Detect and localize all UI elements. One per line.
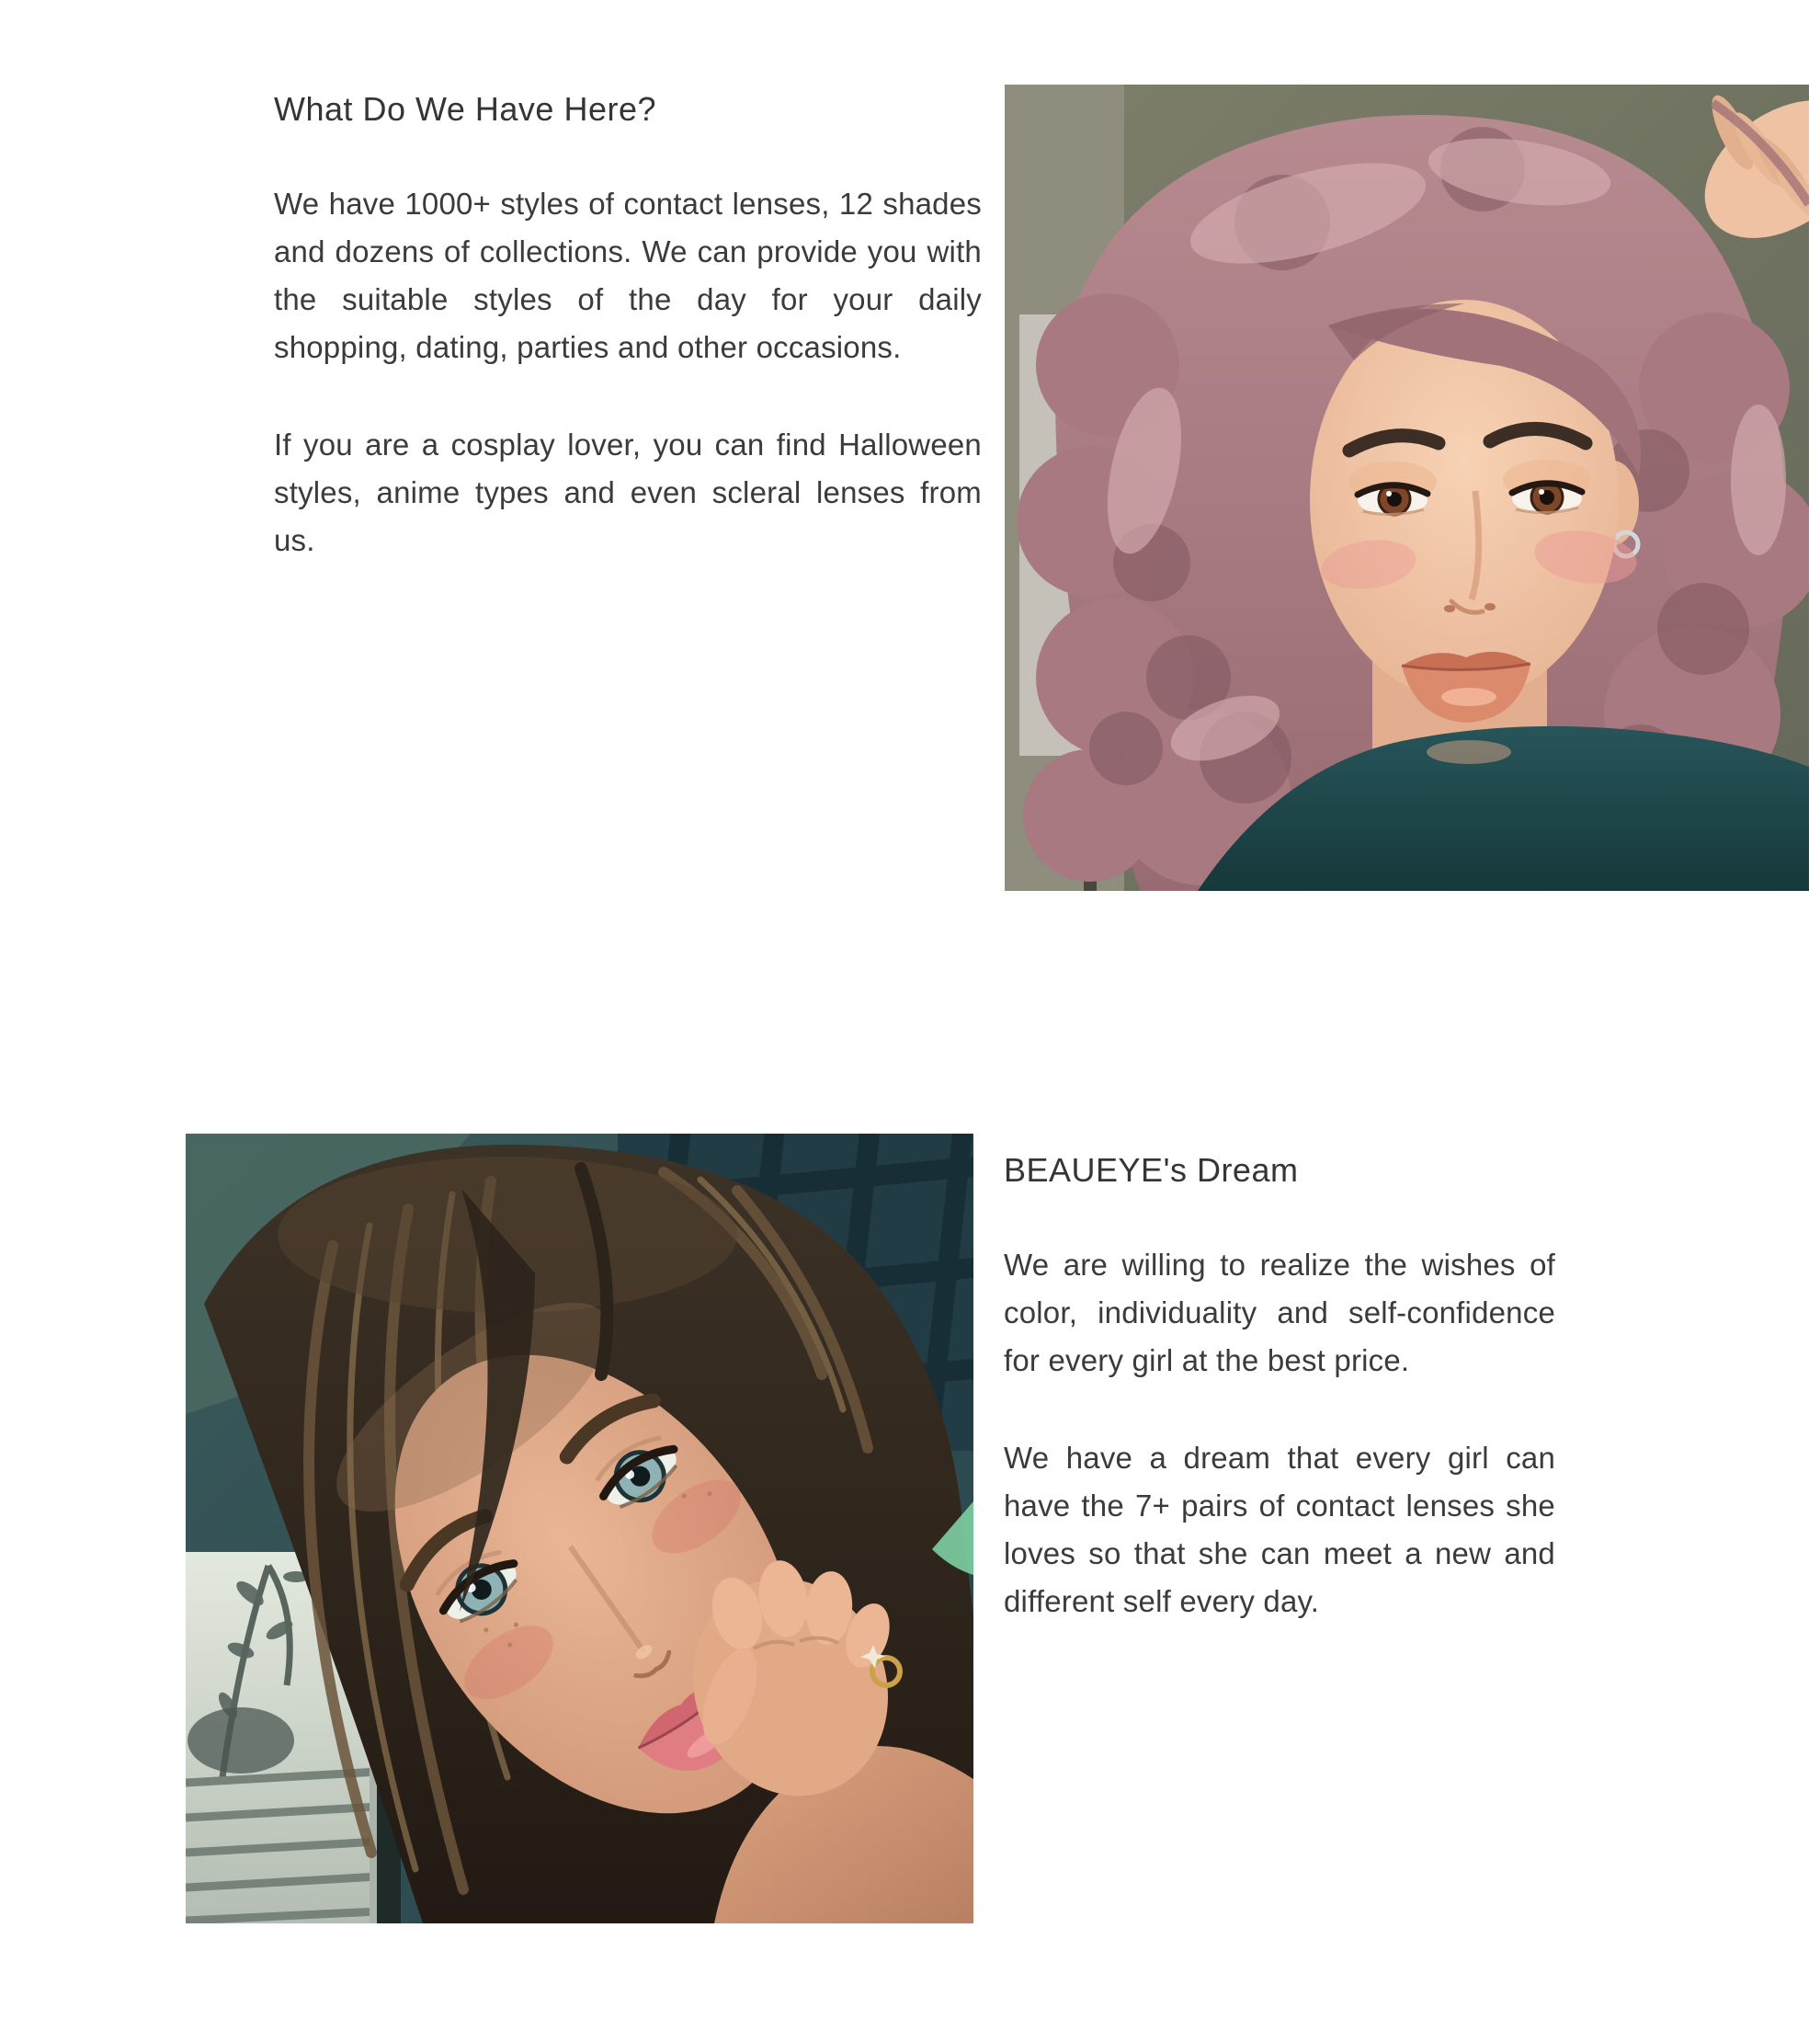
section-1-heading: What Do We Have Here? [274,90,656,128]
section-1-paragraph-2: If you are a cosplay lover, you can find Halloween styles, anime types and even scleral lenses from us. [274,428,982,557]
blue-lens-portrait-illustration [186,1134,973,1923]
photo-blue-lens-model [186,1134,973,1923]
section-1-paragraph-1: We have 1000+ styles of contact lenses, 12 shades and dozens of collections. We can provide you with the suitable styles of the day for your daily shopping, dating, parties and other occasions. [274,187,982,364]
section-2-text-column [1004,1149,1555,1626]
section-2-paragraph-2: We have a dream that every girl can have the 7+ pairs of contact lenses she loves so that she can meet a new and different self every day. [1004,1441,1555,1618]
photo-pink-curly-hair-model [1005,85,1809,891]
section-2-heading: BEAUEYE's Dream [1004,1151,1299,1189]
pink-hair-portrait-illustration [1005,85,1809,891]
section-1-text-column [274,88,982,565]
section-2-paragraph-1: We are willing to realize the wishes of color, individuality and self-confidence for every girl at the best price. [1004,1248,1555,1377]
